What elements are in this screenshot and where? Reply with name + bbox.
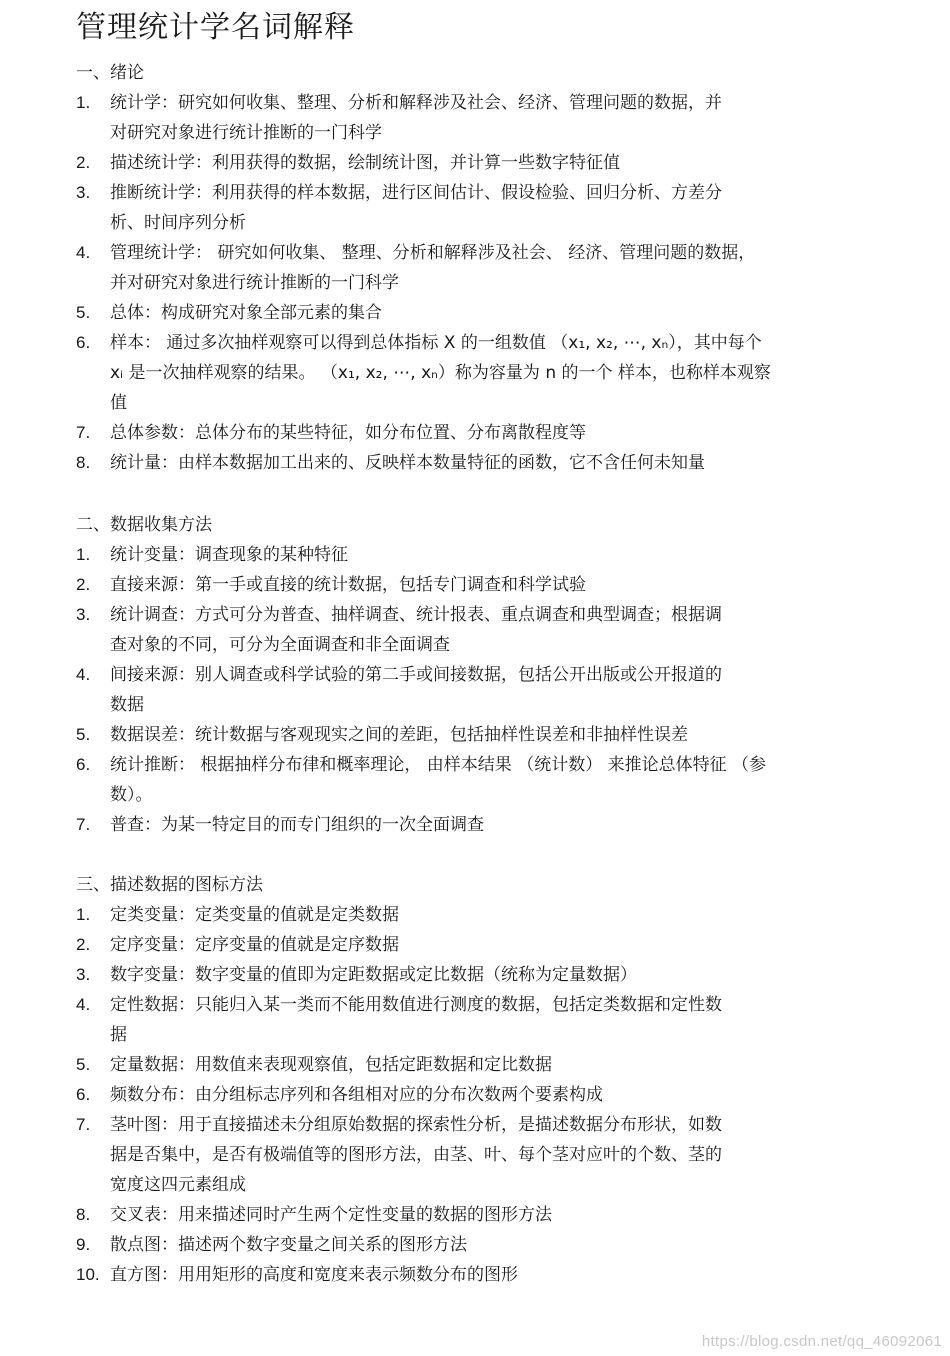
item-number: 10. [76,1265,100,1284]
definition-list [0,540,950,840]
watermark: https://blog.csdn.net/qq_46092061 [701,1333,942,1350]
item-text: 统计调查：方式可分为普查、抽样调查、统计报表、重点调查和典型调查；根据调 查对象的不同，可分为全面调查和非全面调查 [110,605,722,655]
section-heading: 一、绪论 [76,63,144,83]
item-number: 1. [76,545,91,564]
item-number: 9. [76,1235,91,1254]
item-number: 6. [76,755,91,774]
list-item [0,1110,950,1200]
section-heading: 二、数据收集方法 [76,515,212,535]
item-number: 8. [76,1205,91,1224]
item-number: 3. [76,605,91,624]
item-text: 茎叶图：用于直接描述未分组原始数据的探索性分析，是描述数据分布形状，如数 据是否集中，是否有极端值等的图形方法，由茎、叶、每个茎对应叶的个数、茎的 宽度这四元素组成 [110,1115,722,1195]
definition-list [0,88,950,478]
list-item [0,1050,950,1080]
item-text: 描述统计学：利用获得的数据，绘制统计图，并计算一些数字特征值 [110,153,620,173]
item-text: 散点图：描述两个数字变量之间关系的图形方法 [110,1235,467,1255]
item-number: 2. [76,153,91,172]
item-number: 5. [76,303,91,322]
list-item [0,148,950,178]
item-text: 统计推断： 根据抽样分布律和概率理论， 由样本结果 （统计数） 来推论总体特征 （参 数）。 [110,755,767,805]
item-number: 1. [76,905,91,924]
item-text: 总体参数：总体分布的某些特征，如分布位置、分布离散程度等 [110,423,586,443]
item-text: 直接来源：第一手或直接的统计数据，包括专门调查和科学试验 [110,575,586,595]
item-number: 7. [76,423,91,442]
item-text: 推断统计学：利用获得的样本数据，进行区间估计、假设检验、回归分析、方差分 析、时间序列分析 [110,183,722,233]
item-number: 4. [76,995,91,1014]
item-text: 定性数据：只能归入某一类而不能用数值进行测度的数据，包括定类数据和定性数 据 [110,995,722,1045]
list-item [0,1230,950,1260]
list-item [0,660,950,720]
list-item [0,328,950,418]
item-number: 5. [76,1055,91,1074]
list-item [0,540,950,570]
page-title: 管理统计学名词解释 [76,10,355,45]
item-text: 定量数据：用数值来表现观察值，包括定距数据和定比数据 [110,1055,552,1075]
list-item [0,178,950,238]
item-number: 2. [76,575,91,594]
list-item [0,88,950,148]
list-item [0,298,950,328]
list-item [0,960,950,990]
item-text: 统计学：研究如何收集、整理、分析和解释涉及社会、经济、管理问题的数据，并 对研究对象进行统计推断的一门科学 [110,93,722,143]
definition-list [0,900,950,1290]
list-item [0,238,950,298]
item-text: 数据误差：统计数据与客观现实之间的差距，包括抽样性误差和非抽样性误差 [110,725,688,745]
item-text: 统计变量：调查现象的某种特征 [110,545,348,565]
item-text: 交叉表：用来描述同时产生两个定性变量的数据的图形方法 [110,1205,552,1225]
item-text: 数字变量：数字变量的值即为定距数据或定比数据（统称为定量数据） [110,965,637,985]
item-text: 间接来源：别人调查或科学试验的第二手或间接数据，包括公开出版或公开报道的 数据 [110,665,722,715]
list-item [0,750,950,810]
item-number: 3. [76,183,91,202]
item-number: 7. [76,1115,91,1134]
list-item [0,900,950,930]
item-text: 定序变量：定序变量的值就是定序数据 [110,935,399,955]
item-number: 6. [76,1085,91,1104]
list-item [0,1080,950,1110]
item-number: 5. [76,725,91,744]
item-text: 总体：构成研究对象全部元素的集合 [110,303,382,323]
item-number: 4. [76,243,91,262]
list-item [0,720,950,750]
list-item [0,810,950,840]
item-text: 统计量：由样本数据加工出来的、反映样本数量特征的函数，它不含任何未知量 [110,453,705,473]
item-number: 7. [76,815,91,834]
list-item [0,418,950,448]
list-item [0,600,950,660]
item-text: 定类变量：定类变量的值就是定类数据 [110,905,399,925]
item-number: 2. [76,935,91,954]
item-number: 3. [76,965,91,984]
list-item [0,990,950,1050]
item-number: 8. [76,453,91,472]
list-item [0,1260,950,1290]
item-text: 普查：为某一特定目的而专门组织的一次全面调查 [110,815,484,835]
item-text: 样本： 通过多次抽样观察可以得到总体指标 X 的一组数值 （x₁, x₂, ⋯, xₙ），其中每个 xᵢ 是一次抽样观察的结果。 （x₁, x₂, ⋯, xₙ）称为容量为 n 的一个 样本，也称样本观察 值 [110,333,771,413]
item-number: 1. [76,93,91,112]
section-heading: 三、描述数据的图标方法 [76,875,263,895]
item-text: 直方图：用用矩形的高度和宽度来表示频数分布的图形 [110,1265,518,1285]
item-number: 4. [76,665,91,684]
list-item [0,930,950,960]
list-item [0,1200,950,1230]
item-text: 频数分布：由分组标志序列和各组相对应的分布次数两个要素构成 [110,1085,603,1105]
list-item [0,448,950,478]
item-text: 管理统计学： 研究如何收集、 整理、分析和解释涉及社会、 经济、管理问题的数据， 并对研究对象进行统计推断的一门科学 [110,243,756,293]
item-number: 6. [76,333,91,352]
list-item [0,570,950,600]
